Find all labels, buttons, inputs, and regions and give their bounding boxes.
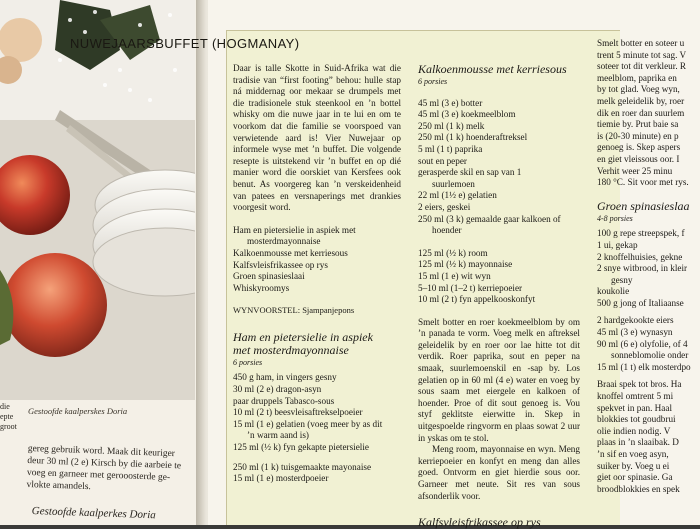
ingredient: 15 ml (1 e) gelatien (voeg meer by as dit — [233, 418, 383, 429]
ingredient: paar druppels Tabasco-sous — [233, 395, 335, 406]
intro-column — [233, 63, 401, 485]
ingredient: 15 ml (1 t) elk mosterdpo — [597, 361, 691, 372]
ingredient: 250 ml (1 k) melk — [418, 120, 485, 131]
recipe-title: Groen spinasieslaa — [597, 198, 690, 213]
text-line: dik en roer dan suurlem — [597, 107, 685, 118]
text-line: olie indien nodig. V — [597, 425, 671, 436]
food-photo — [0, 0, 195, 402]
method-paragraph: Smelt botter en roer koekmeelblom by om ’n panada te vorm. Voeg melk en aftreksel geleidelik by en roer oor lae hitte tot dit verdik. Roer paprika, sout en peper na smaak, suurlemoenskil en -sap by. Los gelatien op in 60 ml (4 e) water en voeg by sous saam met eiergele en kalkoen of hoender. Proe of dit sout genoeg is. Vou styf geklitste eierwitte in. Skep in uitgespoelde ringvorm en plaas sowat 2 uur in yskas om te stol. — [418, 316, 580, 443]
ingredient: 90 ml (6 e) olyfolie, of 4 — [597, 338, 688, 349]
left-body-line: gereg gebruik word. Maak dit keuriger — [27, 443, 176, 460]
text-line: Smelt botter en soteer u — [597, 38, 685, 48]
ingredient: 250 ml (1 k) hoenderaftreksel — [418, 132, 528, 143]
left-subheading: Gestoofde kaalperkes Doria — [31, 505, 156, 522]
text-line: melk geleidelik by, roer — [597, 95, 685, 106]
ingredient: 2 snye witbrood, in kleir — [597, 263, 688, 274]
menu-item: Whiskyroomys — [233, 282, 290, 293]
text-line: knoffel omtrent 5 mi — [597, 391, 674, 402]
text-line: giet oor spinasie. Ga — [597, 472, 673, 483]
ingredient: 2 knoffelhuisies, gekne — [597, 251, 683, 262]
intro-paragraph: Daar is talle Skotte in Suid-Afrika wat die tradisie van “first footing” behou: hulle stap ná middernag oor mekaar se drumpels met die tradisionele stuk steenkool en ’n bottel whisky om die nuwe jaar in te lui en om te voorkom dat die familie se voorspoed van verwietende aard is! Vier Nuwejaar op informele wyse met ’n buffet. Die volgende resepte is uitstekend vir ’n buffet en op dié manier word die oorskiet van Kersfees ook benut. As voorgereg kan ’n verskeidenheid van patees en versnaperings met drankies voorgesit word. — [233, 63, 401, 213]
method-paragraph: Meng room, mayonnaise en wyn. Meng kerriepoeier en konfyt en meng dan alles goed. Ontvorm en giet hierdie sous oor. Garneer met neute. Sit res van sous afsonderlik voor. — [418, 444, 580, 501]
ingredient: 1 ui, gekap — [597, 239, 638, 250]
sauce-ingredient-list — [418, 248, 580, 306]
left-page — [0, 0, 205, 525]
text-line: meelblom, paprika en — [597, 72, 677, 83]
recipe-title: met mosterdmayonnaise — [233, 342, 349, 357]
wine-label: WYNVOORSTEL: — [233, 305, 301, 316]
ingredient: 5–10 ml (1–2 t) kerriepoeier — [418, 282, 523, 293]
ingredient: gesny — [611, 274, 633, 285]
text-line: genoeg is. Skep aspers — [597, 142, 681, 153]
ingredient: 250 ml (3 k) gemaalde gaar kalkoen of — [418, 213, 561, 224]
text-line: spekvet in pan. Haal — [597, 402, 673, 413]
ingredient: 10 ml (2 t) fyn appelkooskonfyt — [418, 294, 536, 305]
mousse-column — [418, 63, 580, 529]
ingredient: 250 ml (1 k) tuisgemaakte mayonaise — [233, 461, 372, 472]
menu-item: Kalkoenmousse met kerriesous — [233, 247, 348, 258]
ingredient: 15 ml (1 e) mosterdpoeier — [233, 473, 329, 484]
menu-item: mosterdmayonnaise — [247, 236, 321, 247]
text-line: plaas in ’n slaaibak. D — [597, 437, 679, 448]
text-line: soteer tot dit verkleur. R — [597, 61, 687, 72]
photo-illustration — [0, 0, 195, 402]
ingredient: 45 ml (3 e) wynasyn — [597, 327, 673, 338]
left-body-line: vlokte amandels. — [26, 479, 92, 493]
right-column — [597, 38, 700, 495]
menu-item: Kalfsvleisfrikassee op rys — [233, 259, 328, 270]
recipe-title: Kalfsvleisfrikassee op rys — [418, 515, 541, 529]
menu-list — [233, 225, 401, 295]
left-body-line: deur 30 ml (2 e) Kirsch by die aarbeie te — [27, 455, 182, 472]
ingredient: suurlemoen — [432, 178, 475, 189]
ingredient: 450 g ham, in vingers gesny — [233, 372, 337, 383]
ingredient: 45 ml (3 e) koekmeelblom — [418, 109, 516, 120]
ingredient: 5 ml (1 t) paprika — [418, 143, 483, 154]
text-line: suiker by. Voeg u ei — [597, 460, 670, 471]
text-line: ’n sif en voeg asyn, — [597, 449, 669, 459]
ingredient: koukolie — [597, 286, 630, 297]
ingredient: 22 ml (1½ e) gelatien — [418, 190, 497, 201]
recipe-serves: 6 porsies — [418, 77, 448, 86]
ingredient: 45 ml (3 e) botter — [418, 97, 483, 108]
ingredient: 100 g repe streepspek, f — [597, 228, 685, 239]
text-line: broodblokkies en spek — [597, 483, 680, 494]
ingredient: hoender — [432, 225, 462, 236]
ingredient: 30 ml (2 e) dragon-asyn — [233, 384, 322, 395]
ingredient: 125 ml (½ k) fyn gekapte pietersielie — [233, 442, 369, 453]
ingredient: 2 hardgekookte eiers — [597, 315, 674, 326]
ingredient: 10 ml (2 t) beesvleisaftrekselpoeier — [233, 407, 363, 418]
text-line: blokkies tot goudbrui — [597, 414, 676, 425]
text-line: Verhit weer 25 minu — [597, 165, 673, 176]
ingredient: 125 ml (½ k) room — [418, 247, 488, 258]
left-body-line: voeg en garneer met gerooosterde ge- — [26, 467, 171, 483]
ingredient: 125 ml (½ k) mayonnaise — [418, 259, 513, 270]
ingredient: 500 g jong of Italiaanse — [597, 297, 684, 308]
ingredient: gerasperde skil en sap van 1 — [418, 167, 522, 178]
text-line: by tot glad. Voeg wyn, — [597, 84, 680, 95]
text-line: en giet vleissous oor. I — [597, 153, 680, 164]
ingredient: 2 eiers, geskei — [418, 201, 471, 212]
text-line: tiemie by. Prut baie sa — [597, 119, 679, 130]
recipe-title: Ham en pietersielie in aspiek — [233, 329, 373, 344]
wine-value: Sjampanjepons — [302, 305, 355, 316]
text-line: is (20-30 minute) en p — [597, 130, 679, 141]
left-margin-text: die epte groot — [0, 402, 17, 431]
recipe-serves: 4-8 porsies — [597, 213, 633, 223]
ingredient: sout en peper — [418, 155, 467, 166]
menu-item: Groen spinasieslaai — [233, 271, 305, 282]
page-title: NUWEJAARSBUFFET (HOGMANAY) — [70, 36, 300, 51]
ingredient: ’n warm aand is) — [247, 430, 309, 441]
left-body-text — [26, 443, 198, 497]
ingredient-list — [418, 98, 580, 237]
photo-caption: Gestoofde kaalperskes Doria — [28, 406, 128, 416]
ingredient-list — [233, 372, 401, 484]
text-line: Braai spek tot bros. Ha — [597, 379, 682, 390]
menu-item: Ham en pietersielie in aspiek met — [233, 224, 356, 235]
text-line: trent 5 minute tot sag. V — [597, 49, 687, 60]
ingredient: 15 ml (1 e) wit wyn — [418, 270, 491, 281]
ingredient: sonneblomolie onder — [611, 350, 689, 361]
wine-suggestion — [233, 305, 401, 317]
recipe-serves: 6 porsies — [233, 357, 263, 367]
text-line: 180 °C. Sit voor met rys. — [597, 177, 689, 188]
recipe-title: Kalkoenmousse met kerriesous — [418, 62, 567, 76]
